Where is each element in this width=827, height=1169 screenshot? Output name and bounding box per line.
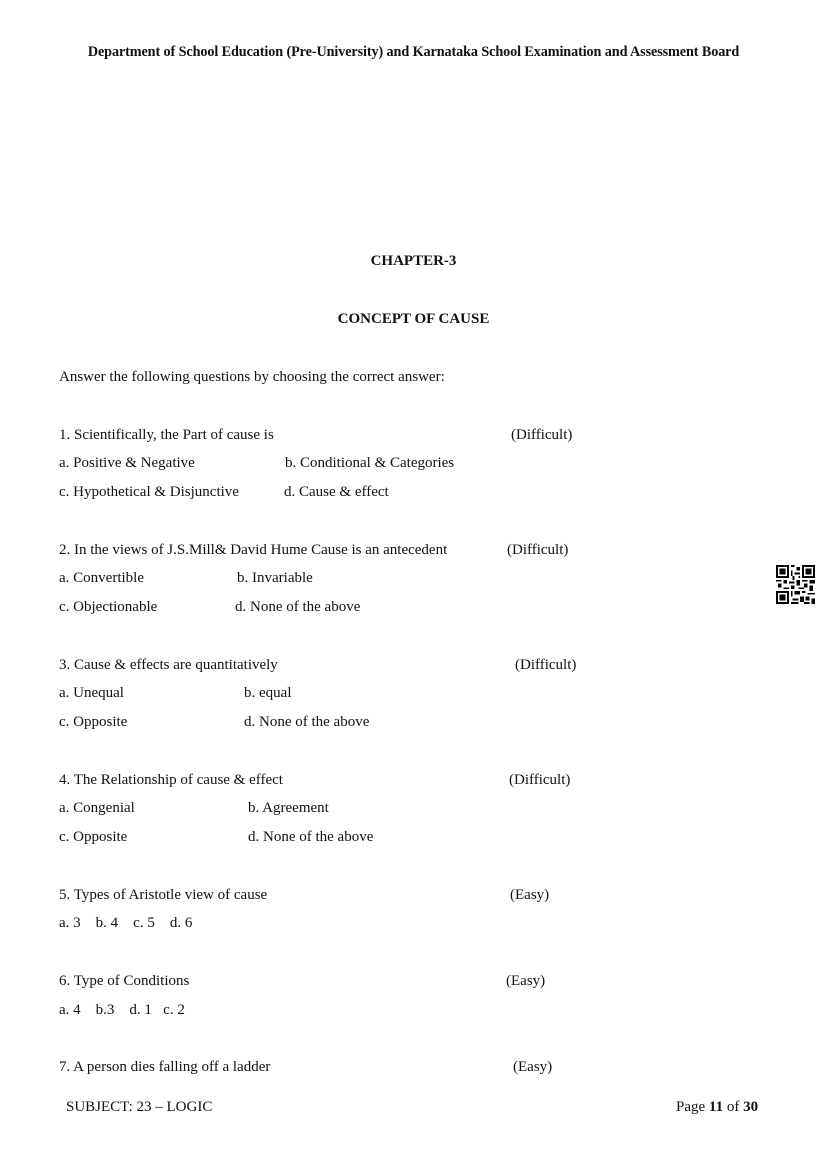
question-6-level: (Easy) [506,973,546,989]
question-2-option-c: c. Objectionable [59,599,158,615]
page-total: 30 [743,1099,759,1115]
question-1-option-b: b. Conditional & Categories [285,455,455,471]
question-4-option-b: b. Agreement [248,800,329,816]
question-1-option-d: d. Cause & effect [284,484,389,500]
question-2-text: 2. In the views of J.S.Mill& David Hume Cause is an antecedent [59,542,448,558]
question-5-level: (Easy) [510,887,550,903]
question-3-text: 3. Cause & effects are quantitatively [59,657,278,673]
question-3-option-c: c. Opposite [59,714,128,730]
question-1-text: 1. Scientifically, the Part of cause is [59,427,274,443]
question-2-option-d: d. None of the above [235,599,361,615]
question-4-option-a: a. Congenial [59,800,135,816]
page-of: of [723,1099,744,1115]
question-3-option-a: a. Unequal [59,685,124,701]
question-6-options: a. 4 b.3 d. 1 c. 2 [59,1002,185,1018]
question-3-option-d: d. None of the above [244,714,370,730]
question-2-level: (Difficult) [507,542,569,558]
page-prefix: Page [676,1099,709,1115]
chapter-label: CHAPTER-3 [370,253,457,269]
question-4-level: (Difficult) [509,772,571,788]
question-3-option-b: b. equal [244,685,292,701]
page-header: Department of School Education (Pre-University) and Karnataka School Examination and Assessment Board [87,44,740,60]
question-5-options: a. 3 b. 4 c. 5 d. 6 [59,915,193,931]
question-1-level: (Difficult) [511,427,573,443]
question-1-option-c: c. Hypothetical & Disjunctive [59,484,239,500]
question-4-option-c: c. Opposite [59,829,128,845]
qr-code-icon [776,565,815,604]
footer-page-number [676,1099,758,1116]
question-2-option-a: a. Convertible [59,570,144,586]
question-7-text: 7. A person dies falling off a ladder [59,1059,271,1075]
question-4-text: 4. The Relationship of cause & effect [59,772,283,788]
question-6-text: 6. Type of Conditions [59,973,190,989]
footer-subject: SUBJECT: 23 – LOGIC [66,1099,213,1115]
chapter-title: CONCEPT OF CAUSE [337,311,490,327]
question-7-level: (Easy) [513,1059,553,1075]
question-3-level: (Difficult) [515,657,577,673]
question-5-text: 5. Types of Aristotle view of cause [59,887,268,903]
question-4-option-d: d. None of the above [248,829,374,845]
instructions: Answer the following questions by choosing the correct answer: [59,369,445,385]
question-2-option-b: b. Invariable [237,570,313,586]
page-current: 11 [708,1099,724,1115]
question-1-option-a: a. Positive & Negative [59,455,195,471]
